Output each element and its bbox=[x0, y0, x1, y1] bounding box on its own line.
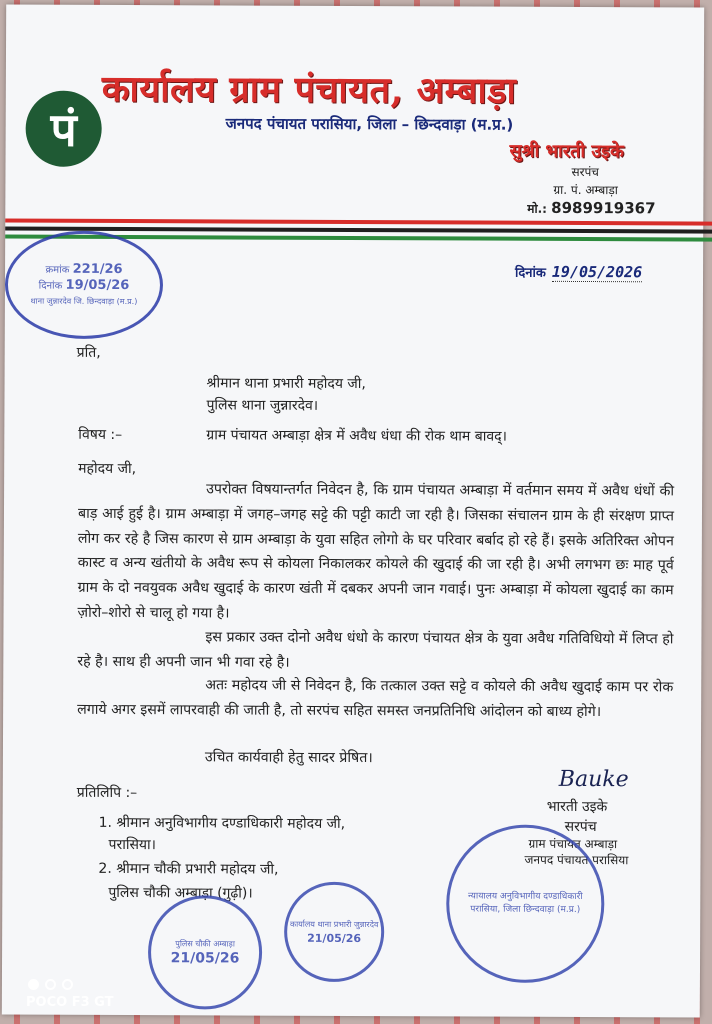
body-paragraph-4: उचित कार्यवाही हेतु सादर प्रेषित। bbox=[204, 749, 373, 767]
copy-item-2: 2. श्रीमान चौकी प्रभारी महोदय जी, bbox=[98, 860, 279, 878]
subject-label: विषय :– bbox=[78, 426, 123, 443]
addressee-line-2: पुलिस थाना जुन्नारदेव। bbox=[206, 397, 319, 414]
body-paragraph-2: इस प्रकार उक्त दोनो अवैध धंधो के कारण पंचायत क्षेत्र के युवा अवैध गतिविधियो में लिप्त हो रहे है। साथ ही अपनी जान भी गवा रहे है। bbox=[77, 629, 674, 671]
body-paragraph-1: उपरोक्त विषयान्तर्गत निवेदन है, कि ग्राम पंचायत अम्बाड़ा में वर्तमान समय में अवैध धंधों की बाड़ आई हुई है। ग्राम अम्बाड़ा में जगह–जगह सट्टे की पट्टी काटी जा रही है। जिसका संचालन ग्राम के ही संरक्षण प्राप्त लोग कर रहे है जिस कारण से ग्राम अम्बाड़ा के युवा सहित लोगो के घर परिवार बर्बाद हो रहे हैं। इसके अतिरिक्त ओपन कास्ट व अन्य खंतीयो के अवैध रूप से कोयला निकालकर कोयले की खुदाई की जा रही है। अभी लगभग छः माह पूर्व ग्राम के दो नवयुवक अवैध खुदाई के कारण खंती में दबकर अपनी जान गवाई। पुनः अम्बाड़ा में कोयला खुदाई का काम ज़ोरो–शोरो से चालू हो गया है। bbox=[77, 481, 675, 622]
panchayat-logo: पं bbox=[25, 91, 101, 167]
copy-item-1-place: परासिया। bbox=[108, 836, 157, 854]
signatory-janpad: जनपद पंचायत परासिया bbox=[524, 852, 629, 868]
letter-page bbox=[2, 4, 704, 1017]
camera-watermark: POCO F3 GT bbox=[26, 995, 114, 1010]
letter-date: दिनांक 19/05/2026 bbox=[515, 262, 643, 282]
salutation: महोदय जी, bbox=[78, 460, 137, 478]
header-band-red bbox=[5, 218, 712, 225]
camera-dots bbox=[28, 979, 73, 990]
signatory-org: ग्राम पंचायत अम्बाड़ा bbox=[528, 836, 618, 852]
date-value: 19/05/2026 bbox=[551, 262, 643, 282]
header-band-black bbox=[5, 226, 712, 233]
office-title: कार्यालय ग्राम पंचायत, अम्बाड़ा bbox=[101, 67, 517, 112]
body-paragraph-3: अतः महोदय जी से निवेदन है, कि तत्काल उक्त सट्टे व कोयले की अवैध खुदाई काम पर रोक लगाये अगर इसमें लापरवाही की जाती है, तो सरपंच सहित समस्त जनप्रतिनिधि आंदोलन को बाध्य होगे। bbox=[77, 677, 674, 720]
copy-label: प्रतिलिपि :– bbox=[76, 784, 138, 802]
chowki-stamp: पुलिस चौकी अम्बाड़ा 21/05/26 bbox=[148, 895, 262, 1009]
signatory-post: सरपंच bbox=[564, 818, 597, 836]
copy-item-1: 1. श्रीमान अनुविभागीय दण्डाधिकारी महोदय जी, bbox=[98, 814, 346, 832]
mobile-number: 8989919367 bbox=[551, 198, 656, 218]
thana-stamp: कार्यालय थाना प्रभारी जुन्नारदेव 21/05/26 bbox=[284, 882, 384, 982]
copy-item-2-place: पुलिस चौकी अम्बाड़ा (गुढ़ी)। bbox=[108, 884, 253, 902]
sdm-court-stamp: न्यायालय अनुविभागीय दण्डाधिकारी परासिया, जिला छिन्दवाड़ा (म.प्र.) bbox=[446, 824, 605, 983]
gram-panchayat-heading: ग्रा. पं. अम्बाड़ा bbox=[553, 182, 618, 198]
office-subtitle: जनपद पंचायत परासिया, जिला – छिन्दवाड़ा (म.प्र.) bbox=[225, 114, 514, 134]
signatory-name: भारती उइके bbox=[546, 798, 608, 816]
signature-scribble: Bauke bbox=[558, 766, 629, 793]
prati: प्रति, bbox=[76, 344, 101, 361]
addressee-line-1: श्रीमान थाना प्रभारी महोदय जी, bbox=[206, 375, 366, 393]
sarpanch-name-heading: सुश्री भारती उइके bbox=[509, 140, 624, 163]
mobile-line: मो.: 8989919367 bbox=[527, 198, 656, 218]
sarpanch-post-heading: सरपंच bbox=[571, 164, 599, 180]
subject-text: ग्राम पंचायत अम्बाड़ा क्षेत्र में अवैध धंधा की रोक थाम बावद्। bbox=[206, 427, 507, 445]
receipt-stamp: क्रमांक 221/26 दिनांक 19/05/26 थाना जुन्नारदेव जि. छिन्दवाड़ा (म.प्र.) bbox=[5, 230, 163, 339]
